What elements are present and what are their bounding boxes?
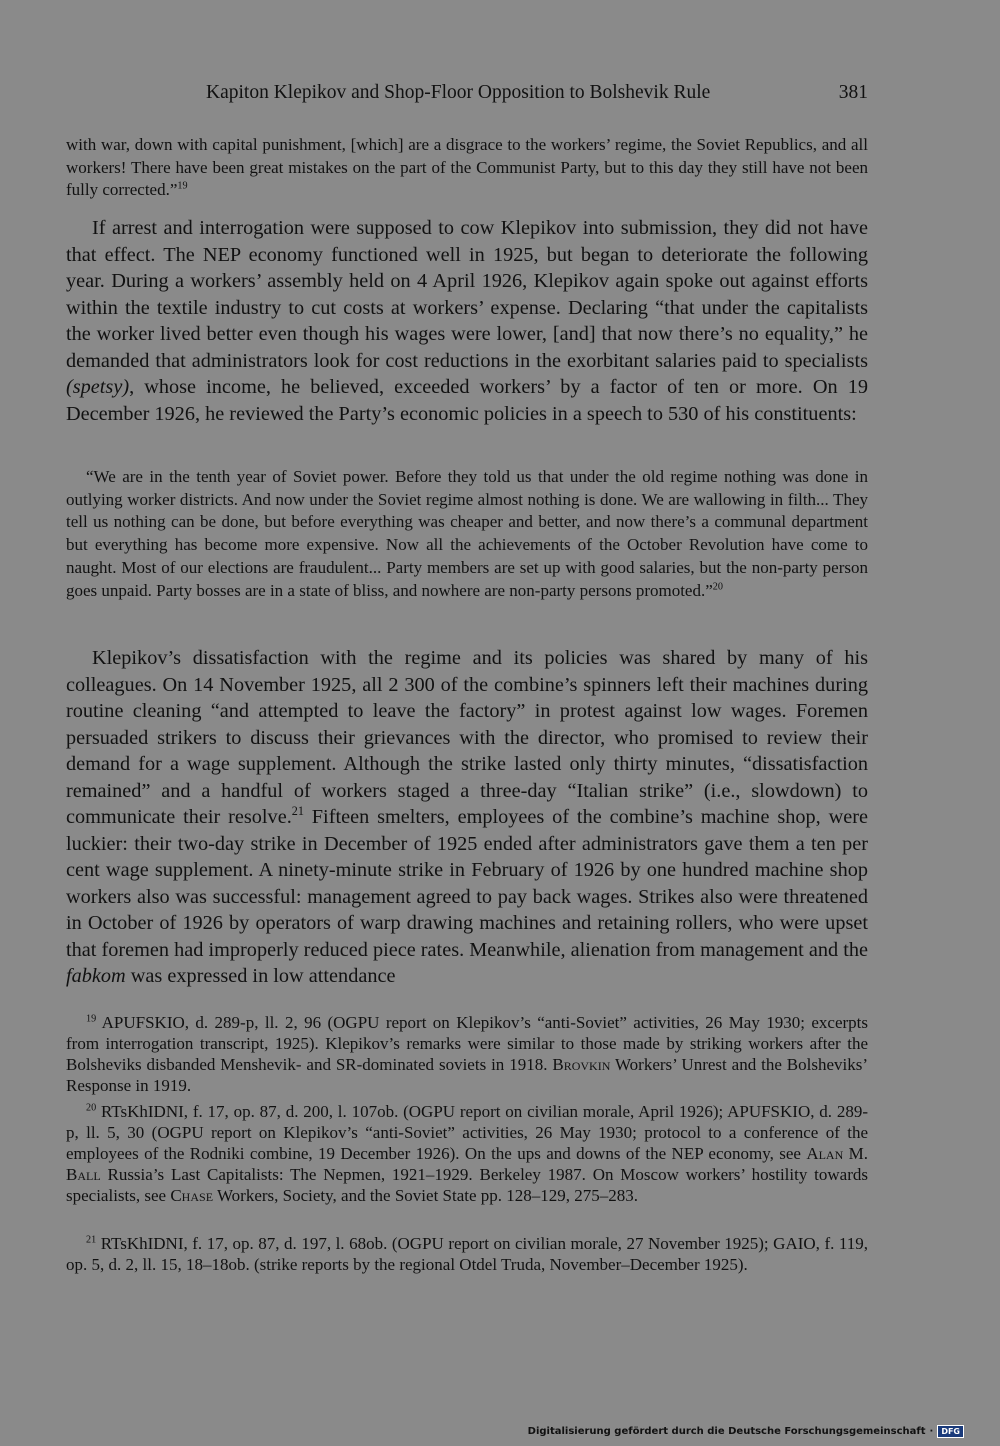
footnote-19: $^{19}$ APUFSKIO, d. 289-p, ll. 2, 96 (OGPU report on Klepikov’s “anti-Soviet” activities, 26 May 1930; excerpts from interrogation transcript, 1925). Klepikov’s remarks were similar to those made by striking workers after the Bolsheviks disbanded Menshevik- and SR-dominated soviets in 1918. Brovkin Workers’ Unrest and the Bolsheviks’ Response in 1919. <box>66 1013 868 1095</box>
block-quote-speech: “We are in the tenth year of Soviet power. Before they told us that under the old regime nothing was done in outlying worker districts. And now under the Soviet regime almost nothing is done. We are wallowing in filth... They tell us nothing can be done, but before everything was cheaper and better, and now there’s a communal department but everything has become more expensive. Now all the achievements of the October Revolution have come to naught. Most of our elections are fraudulent... Party members are set up with good salaries, but the non-party person goes unpaid. Party bosses are in a state of bliss, and nowhere are non-party persons promoted.”$^{20}$ <box>66 467 868 600</box>
body-paragraph-1: If arrest and interrogation were supposed to cow Klepikov into submission, they did not have that effect. The NEP economy functioned well in 1925, but began to deteriorate the following year. During a workers’ assembly held on 4 April 1926, Klepikov again spoke out against efforts within the textile industry to cut costs at workers’ expense. Declaring “that under the capitalists the worker lived better even though his wages were lower, [and] that now there’s no equality,” he demanded that administrators look for cost reductions in the exorbitant salaries paid to specialists (spetsy), whose income, he believed, exceeded workers’ by a factor of ten or more. On 19 December 1926, he reviewed the Party’s economic policies in a speech to 530 of his constituents: <box>66 217 868 425</box>
body-paragraph-2: Klepikov’s dissatisfaction with the regime and its policies was shared by many of his colleagues. On 14 November 1925, all 2 300 of the combine’s spinners left their machines during routine cleaning “and attempted to leave the factory” in protest against low wages. Foremen persuaded strikers to discuss their grievances with the director, who promised to review their demand for a wage supplement. Although the strike lasted only thirty minutes, “dissatisfaction remained” and a handful of workers staged a three-day “Italian strike” (i.e., slowdown) to communicate their resolve.$^{21}$ Fifteen smelters, employees of the combine’s machine shop, were luckier: their two-day strike in December of 1925 ended after administrators gave them a ten per cent wage supplement. A ninety-minute strike in February of 1926 by one hundred machine shop workers also was successful: management agreed to pay back wages. Strikes also were threatened in October of 1926 by operators of warp drawing machines and retaining rollers, who were upset that foremen had improperly reduced piece rates. Meanwhile, alienation from management and the fabkom was expressed in low attendance <box>66 647 868 987</box>
page-header <box>66 82 868 110</box>
dfg-logo-icon: DFG <box>937 1425 964 1438</box>
footnote-21: $^{21}$ RTsKhIDNI, f. 17, op. 87, d. 197, l. 68ob. (OGPU report on civilian morale, 27 November 1925); GAIO, f. 119, op. 5, d. 2, ll. 15, 18–18ob. (strike reports by the regional Otdel Truda, November–December 1925). <box>66 1234 868 1274</box>
footnote-20: $^{20}$ RTsKhIDNI, f. 17, op. 87, d. 200, l. 107ob. (OGPU report on civilian morale, April 1926); APUFSKIO, d. 289-p, ll. 5, 30 (OGPU report on Klepikov’s “anti-Soviet” activities, 26 May 1930; protocol to a conference of the employees of the Rodniki combine, 19 December 1926). On the ups and downs of the NEP economy, see Alan M. Ball Russia’s Last Capitalists: The Nepmen, 1921–1929. Berkeley 1987. On Moscow workers’ hostility towards specialists, see Chase Workers, Society, and the Soviet State pp. 128–129, 275–283. <box>66 1102 868 1205</box>
author-brovkin: Brovkin <box>552 1054 611 1074</box>
digitization-credit: Digitalisierung gefördert durch die Deutsche Forschungsgemeinschaft · DFG <box>528 1425 964 1438</box>
author-ball: Alan M. Ball <box>66 1143 868 1184</box>
running-head: Kapiton Klepikov and Shop-Floor Opposition to Bolshevik Rule <box>206 82 711 103</box>
block-quote-continued: with war, down with capital punishment, [which] are a disgrace to the workers’ regime, the Soviet Republics, and all workers! There have been great mistakes on the part of the Communist Party, but to this day they still have not been fully corrected.”$^{19}$ <box>66 135 868 200</box>
author-chase: Chase <box>170 1185 214 1205</box>
page-number: 381 <box>838 82 868 103</box>
footnote-ref-21: 21 <box>291 804 304 819</box>
footnote-ref-20: 20 <box>712 580 723 592</box>
footnote-ref-19: 19 <box>177 180 188 192</box>
italic-term-fabkom: fabkom <box>66 965 126 987</box>
italic-term-spetsy: (spetsy) <box>66 376 130 398</box>
